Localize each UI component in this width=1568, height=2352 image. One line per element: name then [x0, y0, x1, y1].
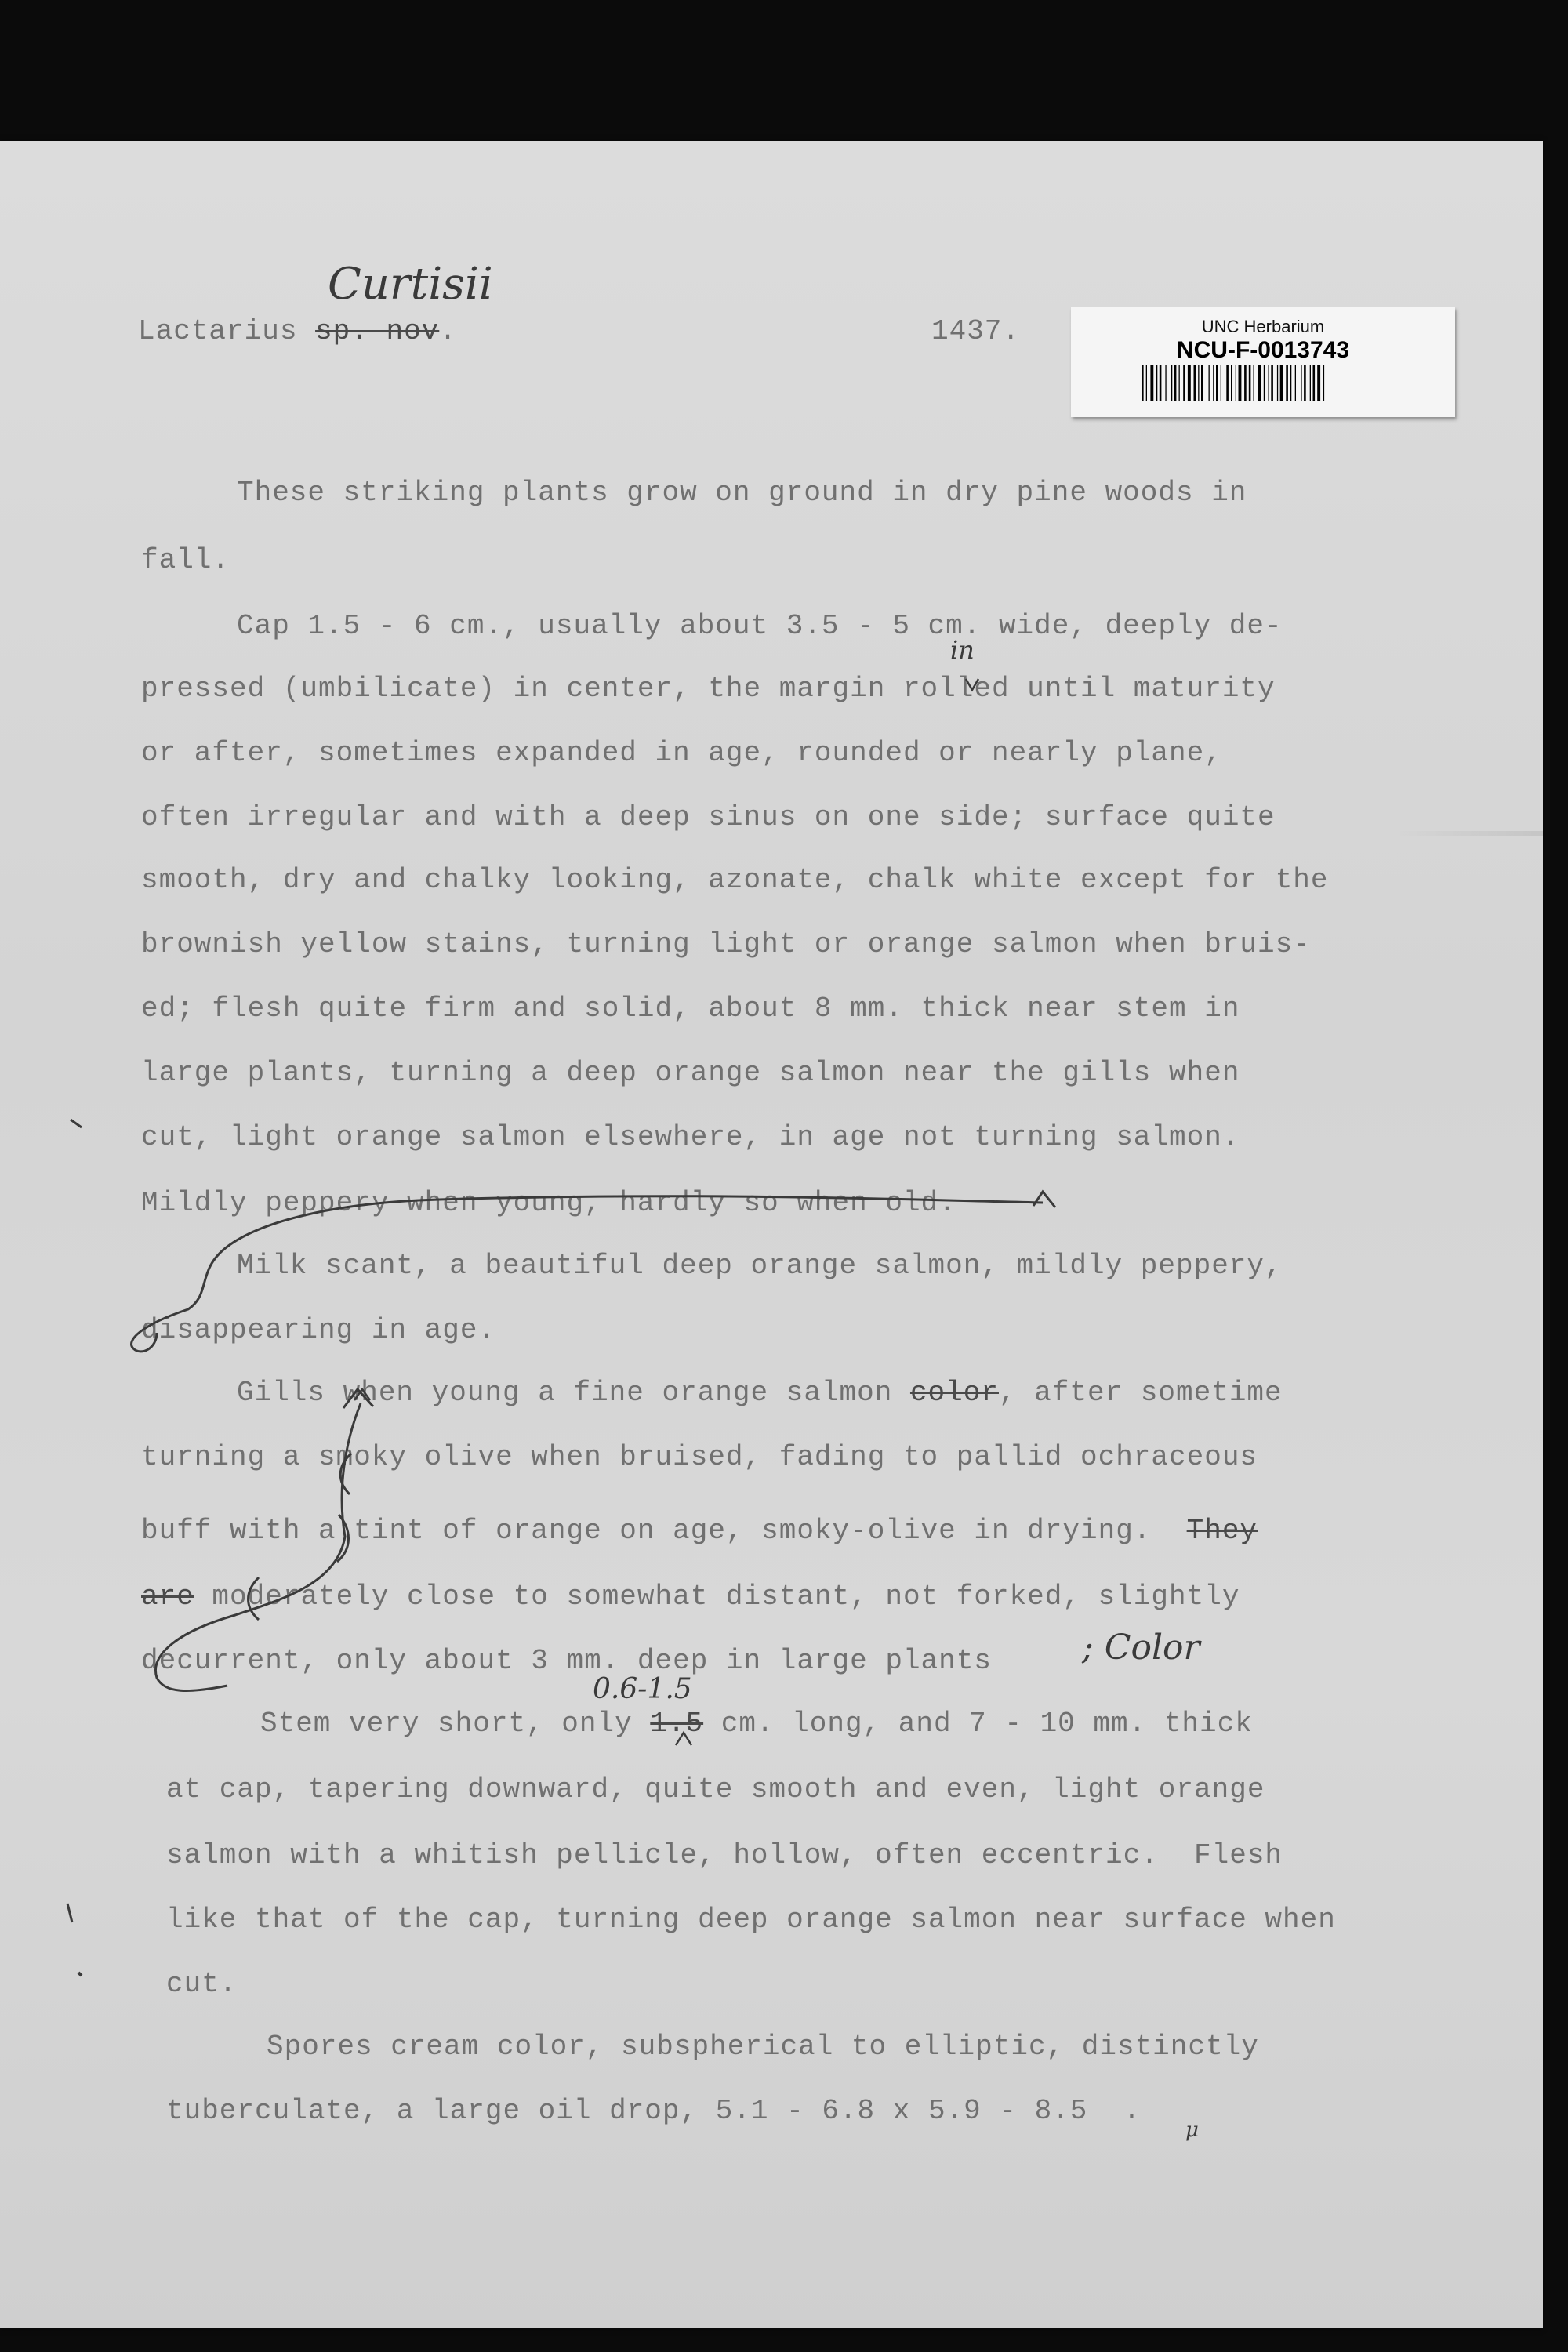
title-line: [138, 315, 457, 347]
struck-epithet: sp. nov: [315, 315, 440, 347]
text-line-21: at cap, tapering downward, quite smooth and even, light orange: [166, 1773, 1265, 1806]
document-page: [0, 141, 1543, 2328]
text-line-23: like that of the cap, turning deep orange salmon near surface when: [166, 1904, 1336, 1936]
text-line-11: cut, light orange salmon elsewhere, in age not turning salmon.: [141, 1121, 1240, 1153]
text-line-1: These striking plants grow on ground in dry pine woods in: [237, 477, 1247, 509]
gills-rest: , after sometime: [998, 1377, 1283, 1409]
text-line-12: Mildly peppery when young, hardly so when old.: [141, 1187, 956, 1219]
text-line-10: large plants, turning a deep orange salmon near the gills when: [141, 1057, 1240, 1089]
text-line-15: [237, 1377, 1283, 1409]
text-line-16: turning a smoky olive when bruised, fading to pallid ochraceous: [141, 1441, 1258, 1473]
text-line-24: cut.: [166, 1968, 238, 2000]
epithet-period: .: [439, 315, 457, 347]
stem-rest: cm. long, and 7 - 10 mm. thick: [703, 1708, 1253, 1740]
text-line-19: decurrent, only about 3 mm. deep in large plants: [141, 1645, 992, 1677]
drying-text: buff with a tint of orange on age, smoky-olive in drying.: [141, 1515, 1152, 1547]
barcode: [1140, 365, 1386, 401]
specimen-number: 1437.: [931, 315, 1021, 347]
text-line-7: smooth, dry and chalky looking, azonate, chalk white except for the: [141, 864, 1329, 896]
handwritten-epithet: Curtisii: [328, 259, 493, 310]
text-line-14: disappearing in age.: [141, 1314, 496, 1346]
struck-stem-length: 1.5: [650, 1708, 704, 1740]
close-text: moderately close to somewhat distant, not forked, slightly: [212, 1581, 1240, 1613]
text-line-20: [260, 1708, 1253, 1740]
text-line-13: Milk scant, a beautiful deep orange salmon, mildly peppery,: [237, 1250, 1283, 1282]
text-line-22: salmon with a whitish pellicle, hollow, often eccentric. Flesh: [166, 1839, 1283, 1871]
text-line-5: or after, sometimes expanded in age, rounded or nearly plane,: [141, 737, 1222, 769]
stem-text: Stem very short, only: [260, 1708, 633, 1740]
text-line-2: fall.: [141, 544, 230, 576]
handwritten-color: ; Color: [1082, 1628, 1200, 1668]
text-line-3: Cap 1.5 - 6 cm., usually about 3.5 - 5 cm. wide, deeply de-: [237, 610, 1283, 642]
text-line-9: ed; flesh quite firm and solid, about 8 mm. thick near stem in: [141, 993, 1240, 1025]
text-line-4: pressed (umbilicate) in center, the margin rolled until maturity: [141, 673, 1276, 705]
struck-color: color: [909, 1377, 999, 1409]
text-line-17: [141, 1515, 1258, 1547]
text-line-8: brownish yellow stains, turning light or orange salmon when bruis-: [141, 928, 1311, 960]
struck-they: They: [1186, 1515, 1258, 1547]
paper-fold: [1396, 831, 1543, 836]
catalog-number: NCU-F-0013743: [1176, 337, 1350, 363]
text-line-25: Spores cream color, subspherical to elliptic, distinctly: [267, 2031, 1259, 2063]
gills-text: Gills when young a fine orange salmon: [237, 1377, 893, 1409]
handwritten-micron: μ: [1185, 2118, 1199, 2142]
text-line-18: [141, 1581, 1240, 1613]
handwritten-stem-length: 0.6-1.5: [593, 1673, 692, 1705]
herbarium-institution: UNC Herbarium: [1201, 317, 1325, 336]
herbarium-label: [1071, 307, 1455, 417]
text-line-26: tuberculate, a large oil drop, 5.1 - 6.8 x 5.9 - 8.5 .: [166, 2095, 1142, 2127]
struck-are: are: [141, 1581, 194, 1613]
handwritten-in: in: [950, 635, 975, 665]
genus: Lactarius: [138, 315, 298, 347]
text-line-6: often irregular and with a deep sinus on one side; surface quite: [141, 801, 1276, 833]
